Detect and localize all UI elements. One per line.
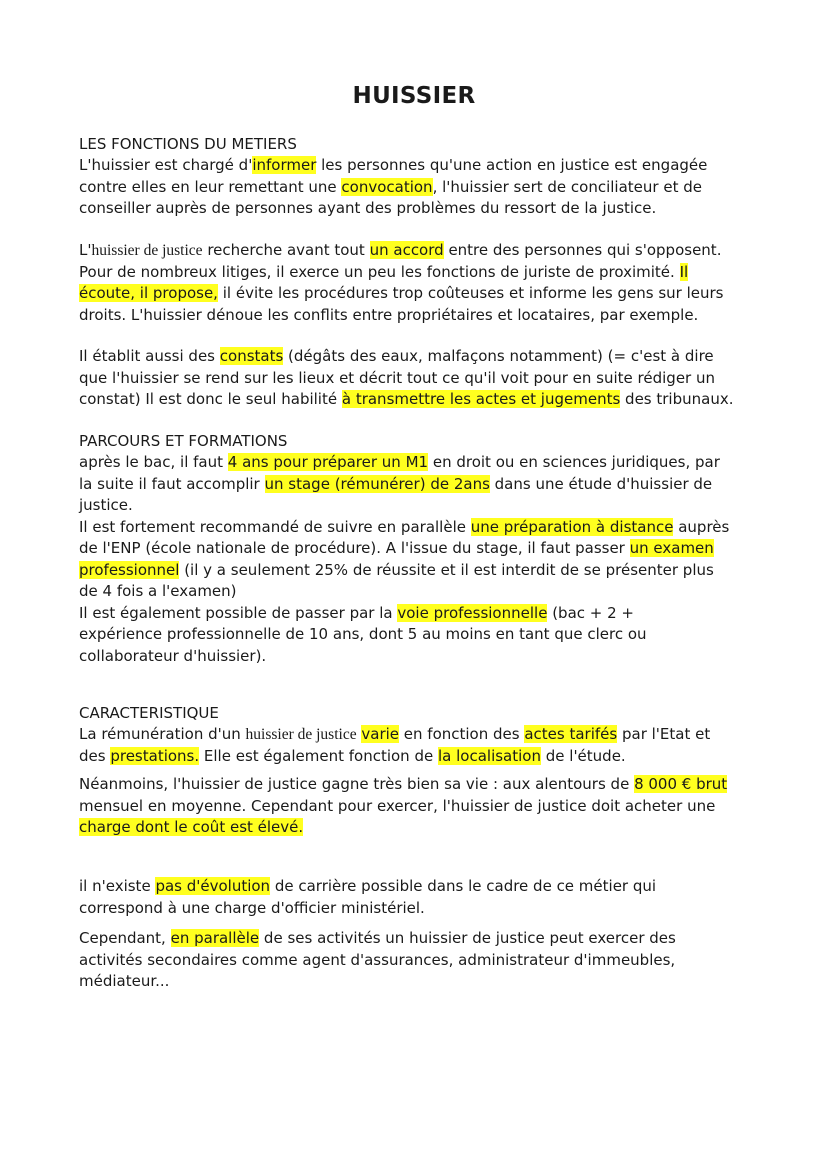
- paragraph-fonctions-1: [79, 155, 769, 220]
- section-heading-caracteristique: CARACTERISTIQUE: [79, 704, 219, 722]
- text-line: [79, 817, 769, 839]
- highlight: convocation: [341, 177, 433, 196]
- paragraph-caracteristique-2: [79, 774, 769, 839]
- text-line: L'huissier de justice recherche avant tout un accord entre des personnes qui s'opposent.: [79, 241, 722, 259]
- text-line: justice.: [79, 496, 133, 514]
- highlight: à transmettre les actes et jugements: [341, 390, 621, 408]
- text-line: La rémunération d'un huissier de justice varie en fonction des actes tarifés par l'Etat et: [79, 725, 711, 743]
- text-line: de 4 fois a l'examen): [79, 582, 237, 600]
- text-line: Pour de nombreux litiges, il exerce un peu les fonctions de juriste de proximité. Il: [79, 262, 689, 281]
- text-line: Il est fortement recommandé de suivre en parallèle une préparation à distance auprès: [79, 517, 730, 536]
- highlight: pas d'évolution: [155, 877, 271, 895]
- text-line: médiateur...: [79, 972, 170, 990]
- section-heading-parcours: PARCOURS ET FORMATIONS: [79, 432, 288, 450]
- highlight: professionnel: [79, 560, 180, 579]
- highlight: prestations.: [110, 746, 200, 765]
- text-line: correspond à une charge d'officier ministériel.: [79, 898, 425, 917]
- highlight: un stage (rémunérer) de 2ans: [264, 474, 490, 493]
- highlight: actes tarifés: [524, 725, 618, 743]
- text-line: de l'ENP (école nationale de procédure). A l'issue du stage, il faut passer un examen: [79, 539, 714, 557]
- text-line: constat) Il est donc le seul habilité à transmettre les actes et jugements des tribunaux.: [79, 390, 734, 408]
- text-line: activités secondaires comme agent d'assurances, administrateur d'immeubles,: [79, 950, 676, 969]
- text-line: L'huissier est chargé d'informer les personnes qu'une action en justice est engagée: [79, 156, 708, 174]
- highlight: un examen: [629, 539, 714, 557]
- text-line: droits. L'huissier dénoue les conflits entre propriétaires et locataires, par exemple.: [79, 305, 699, 324]
- text-line: collaborateur d'huissier).: [79, 646, 267, 665]
- highlight: informer: [252, 156, 317, 174]
- text-line: Il établit aussi des constats (dégâts des eaux, malfaçons notamment) (= c'est à dire: [79, 347, 714, 365]
- text-line: professionnel (il y a seulement 25% de réussite et il est interdit de se présenter plus: [79, 560, 714, 579]
- paragraph-caracteristique-4: [79, 928, 769, 993]
- highlight: voie professionnelle: [397, 603, 548, 622]
- highlight: Il: [679, 262, 689, 281]
- text-line: Néanmoins, l'huissier de justice gagne très bien sa vie : aux alentours de 8 000 € brut: [79, 775, 728, 793]
- highlight: la localisation: [437, 746, 541, 765]
- text-line: contre elles en leur remettant une convocation, l'huissier sert de conciliateur et de: [79, 177, 702, 196]
- highlight: varie: [361, 725, 400, 743]
- highlight: une préparation à distance: [470, 517, 674, 536]
- text-line: après le bac, il faut 4 ans pour préparer un M1 en droit ou en sciences juridiques, par: [79, 453, 720, 471]
- text-line: Cependant, en parallèle de ses activités un huissier de justice peut exercer des: [79, 929, 676, 947]
- text-line: il n'existe pas d'évolution de carrière possible dans le cadre de ce métier qui: [79, 877, 657, 895]
- text-line: conseiller auprès de personnes ayant des problèmes du ressort de la justice.: [79, 199, 657, 217]
- highlight: charge dont le coût est élevé.: [79, 818, 304, 836]
- text-line: mensuel en moyenne. Cependant pour exercer, l'huissier de justice doit acheter une: [79, 796, 716, 815]
- page-title: HUISSIER: [352, 83, 476, 109]
- paragraph-caracteristique-3: [79, 876, 769, 919]
- paragraph-caracteristique-1: [79, 724, 769, 767]
- paragraph-fonctions-2: [79, 240, 769, 326]
- highlight: écoute, il propose,: [79, 284, 218, 302]
- highlight: un accord: [369, 241, 444, 259]
- text-line: expérience professionnelle de 10 ans, dont 5 au moins en tant que clerc ou: [79, 625, 647, 643]
- text-line: la suite il faut accomplir un stage (rémunérer) de 2ans dans une étude d'huissier de: [79, 474, 713, 493]
- highlight: 4 ans pour préparer un M1: [227, 453, 429, 471]
- paragraph-fonctions-3: [79, 346, 769, 411]
- highlight: constats: [219, 347, 284, 365]
- text-line: Il est également possible de passer par la voie professionnelle (bac + 2 +: [79, 603, 634, 622]
- text-line: des prestations. Elle est également fonction de la localisation de l'étude.: [79, 746, 626, 765]
- paragraph-parcours-1: [79, 452, 769, 667]
- text-line: que l'huissier se rend sur les lieux et décrit tout ce qu'il voit pour en suite rédiger un: [79, 368, 715, 387]
- highlight: en parallèle: [170, 929, 260, 947]
- section-heading-fonctions: LES FONCTIONS DU METIERS: [79, 135, 297, 153]
- highlight: 8 000 € brut: [634, 775, 728, 793]
- text-line: écoute, il propose, il évite les procédures trop coûteuses et informe les gens sur leurs: [79, 284, 724, 302]
